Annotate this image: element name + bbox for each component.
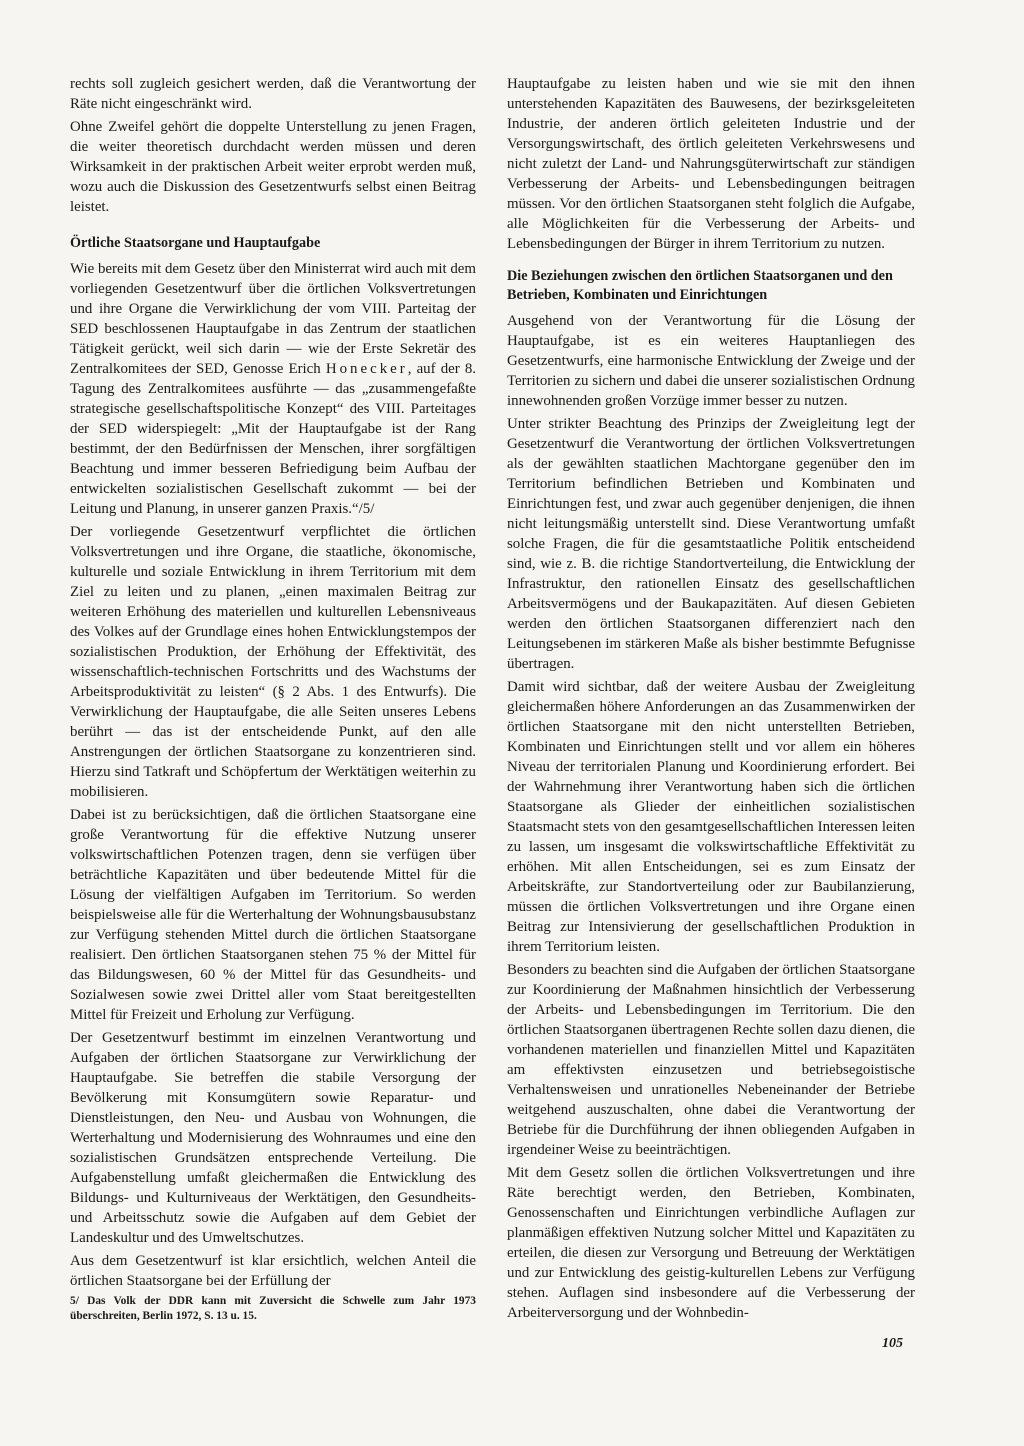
- paragraph-text: , auf der 8. Tagung des Zentralkomitees ausführte — das „zusammengefaßte strategische gesellschaftspolitische Konzept“ des VIII. Parteitages der SED widerspiegelt: „Mit der Hauptaufgabe ist der Rang bestimmt, der den Bedürfnissen der Menschen, ihrer sorgfältigen Beachtung und immer besseren Befriedigung beim Aufbau der entwickelten sozialistischen Gesellschaft zukommt — bei der Leitung und Planung, in unserer ganzen Praxis.“/5/: [70, 361, 476, 517]
- footnote: 5/ Das Volk der DDR kann mit Zuversicht die Schwelle zum Jahr 1973 überschreiten, Berlin 1972, S. 13 u. 15.: [70, 1295, 476, 1322]
- paragraph: Ohne Zweifel gehört die doppelte Unterstellung zu jenen Fragen, die weiter theoretisch durchdacht werden müssen und deren Wirksamkeit in der praktischen Arbeit weiter erprobt werden muß, wozu auch die Diskussion des Gesetzentwurfs selbst einen Beitrag leistet.: [70, 119, 476, 215]
- spaced-name: Honecker: [325, 361, 408, 377]
- paragraph: Damit wird sichtbar, daß der weitere Ausbau der Zweigleitung gleichermaßen höhere Anforderungen an das Zusammenwirken der örtlichen Staatsorgane mit den nicht unterstellten Betrieben, Kombinaten und Einrichtungen stellt und vor allem ein höheres Niveau der territorialen Planung und Koordinierung erfordert. Bei der Wahrnehmung ihrer Verantwortung haben sich die örtlichen Staatsorgane als Glieder der einheitlichen sozialistischen Staatsmacht stets von den gesamtgesellschaftlichen Interessen leiten zu lassen, um insgesamt die volkswirtschaftliche Effektivität zu erhöhen. Mit allen Entscheidungen, sei es zum Einsatz der Arbeitskräfte, zur Standortverteilung oder zur Baubilanzierung, müssen die örtlichen Volksvertretungen und ihre Organe einen Beitrag zur Intensivierung der gesellschaftlichen Produktion in ihrem Territorium leisten.: [507, 679, 915, 955]
- paragraph: [70, 259, 476, 519]
- page-number: 105: [882, 1336, 903, 1351]
- right-column: [507, 74, 915, 1326]
- paragraph: Unter strikter Beachtung des Prinzips der Zweigleitung legt der Gesetzentwurf die Verantwortung der örtlichen Volksvertretungen als der gewählten staatlichen Machtorgane gegenüber den im Territorium befindlichen Betrieben und Kombinaten und Einrichtungen fest, und zwar auch gegenüber denjenigen, die ihnen nicht leitungsmäßig unterstellt sind. Diese Verantwortung umfaßt solche Fragen, die für die gesamtstaatliche Politik entscheidend sind, wie z. B. die richtige Standortverteilung, die Entwicklung der Infrastruktur, den rationellen Einsatz des gesellschaftlichen Arbeitsvermögens und der Baukapazitäten. Auf diesen Gebieten werden den örtlichen Staatsorganen differenziert nach den Leitungsebenen im stärkeren Maße als bisher bestimmte Befugnisse übertragen.: [507, 416, 915, 672]
- paragraph: rechts soll zugleich gesichert werden, daß die Verantwortung der Räte nicht eingeschränkt wird.: [70, 76, 476, 112]
- paragraph: Ausgehend von der Verantwortung für die Lösung der Hauptaufgabe, ist es ein weiteres Hauptanliegen des Gesetzentwurfs, eine harmonische Entwicklung der Zweige und der Territorien zu sichern und dabei die unserer sozialistischen Ordnung innewohnenden großen Vorzüge immer besser zu nutzen.: [507, 313, 915, 409]
- paragraph: Hauptaufgabe zu leisten haben und wie sie mit den ihnen unterstehenden Kapazitäten des Bauwesens, der bezirksgeleiteten Industrie, der anderen örtlich geleiteten Industrie und der Versorgungswirtschaft, des örtlich geleiteten Verkehrswesens und nicht zuletzt der Land- und Nahrungsgüterwirtschaft zur ständigen Verbesserung der Arbeits- und Lebensbedingungen beitragen müssen. Vor den örtlichen Staatsorganen steht folglich die Aufgabe, alle Möglichkeiten für die Verbesserung der Arbeits- und Lebensbedingungen der Bürger in ihrem Territorium zu nutzen.: [507, 76, 915, 252]
- paragraph: Dabei ist zu berücksichtigen, daß die örtlichen Staatsorgane eine große Verantwortung für die effektive Nutzung unserer volkswirtschaftlichen Potenzen tragen, denn sie verfügen über beträchtliche Kapazitäten und über bedeutende Mittel für die Lösung der vielfältigen Aufgaben im Territorium. So werden beispielsweise alle für die Werterhaltung der Wohnungsbausubstanz zur Verfügung stehenden Mittel durch die örtlichen Staatsorgane realisiert. Den örtlichen Staatsorganen stehen 75 % der Mittel für das Bildungswesen, 60 % der Mittel für das Gesundheits- und Sozialwesen sowie zwei Drittel aller vom Staat bereitgestellten Mittel für Freizeit und Erholung zur Verfügung.: [70, 807, 476, 1023]
- paragraph: Mit dem Gesetz sollen die örtlichen Volksvertretungen und ihre Räte berechtigt werden, den Betrieben, Kombinaten, Genossenschaften und Einrichtungen verbindliche Auflagen zur planmäßigen effektiven Nutzung solcher Mittel und Kapazitäten zu erteilen, die diesen zur Versorgung und Betreuung der Werktätigen und zur Entwicklung des geistig-kulturellen Lebens zur Verfügung stehen. Auflagen sind insbesondere auf die Verbesserung der Arbeiterversorgung und der Wohnbedin-: [507, 1165, 915, 1321]
- section-heading: Die Beziehungen zwischen den örtlichen Staatsorganen und den Betrieben, Kombinaten und Einrichtungen: [507, 268, 893, 303]
- section-heading: Örtliche Staatsorgane und Hauptaufgabe: [70, 235, 321, 251]
- paragraph: Besonders zu beachten sind die Aufgaben der örtlichen Staatsorgane zur Koordinierung der Maßnahmen hinsichtlich der Verbesserung der Arbeits- und Lebensbedingungen im Territorium. Die den örtlichen Staatsorganen übertragenen Rechte sollen dazu dienen, die vorhandenen materiellen und finanziellen Mittel und Kapazitäten am effektivsten einzusetzen und betriebsegoistische Verhaltensweisen und unrationelles Nebeneinander der Betriebe weitgehend auszuschalten, ohne dabei die Verantwortung der Betriebe für die Durchführung der ihnen obliegenden Aufgaben in irgendeiner Weise zu beeinträchtigen.: [507, 962, 915, 1158]
- left-column: [70, 74, 476, 1294]
- paragraph-text: Wie bereits mit dem Gesetz über den Ministerrat wird auch mit dem vorliegenden Gesetzentwurf über die örtlichen Volksvertretungen und ihre Organe die Verwirklichung der vom VIII. Parteitag der SED beschlossenen Hauptaufgabe in das Zentrum der staatlichen Tätigkeit gerückt, weil sich darin — wie der Erste Sekretär des Zentralkomitees der SED, Genosse Erich: [70, 261, 476, 377]
- paragraph: Aus dem Gesetzentwurf ist klar ersichtlich, welchen Anteil die örtlichen Staatsorgane bei der Erfüllung der: [70, 1253, 476, 1289]
- paragraph: Der Gesetzentwurf bestimmt im einzelnen Verantwortung und Aufgaben der örtlichen Staatsorgane zur Verwirklichung der Hauptaufgabe. Sie betreffen die stabile Versorgung der Bevölkerung mit Konsumgütern sowie Reparatur- und Dienstleistungen, den Neu- und Ausbau von Wohnungen, die Werterhaltung und Modernisierung des Wohnraumes und eine den sozialistischen Grundsätzen entsprechende Verteilung. Die Aufgabenstellung umfaßt gleichermaßen die Entwicklung des Bildungs- und Kulturniveaus der Werktätigen, den Gesundheits- und Arbeitsschutz sowie die Aufgaben auf dem Gebiet der Landeskultur und des Umweltschutzes.: [70, 1030, 476, 1246]
- paragraph: Der vorliegende Gesetzentwurf verpflichtet die örtlichen Volksvertretungen und ihre Organe, die staatliche, ökonomische, kulturelle und soziale Entwicklung in ihrem Territorium mit dem Ziel zu leiten und zu planen, „einen maximalen Beitrag zur weiteren Erhöhung des materiellen und kulturellen Lebensniveaus des Volkes auf der Grundlage eines hohen Entwicklungstempos der sozialistischen Produktion, der Erhöhung der Effektivität, des wissenschaftlich-technischen Fortschritts und des Wachstums der Arbeitsproduktivität zu leisten“ (§ 2 Abs. 1 des Entwurfs). Die Verwirklichung der Hauptaufgabe, die alle Seiten unseres Lebens berührt — das ist der entscheidende Punkt, auf den alle Anstrengungen der örtlichen Staatsorgane zu konzentrieren sind. Hierzu sind Tatkraft und Schöpfertum der Werktätigen weiterhin zu mobilisieren.: [70, 524, 476, 800]
